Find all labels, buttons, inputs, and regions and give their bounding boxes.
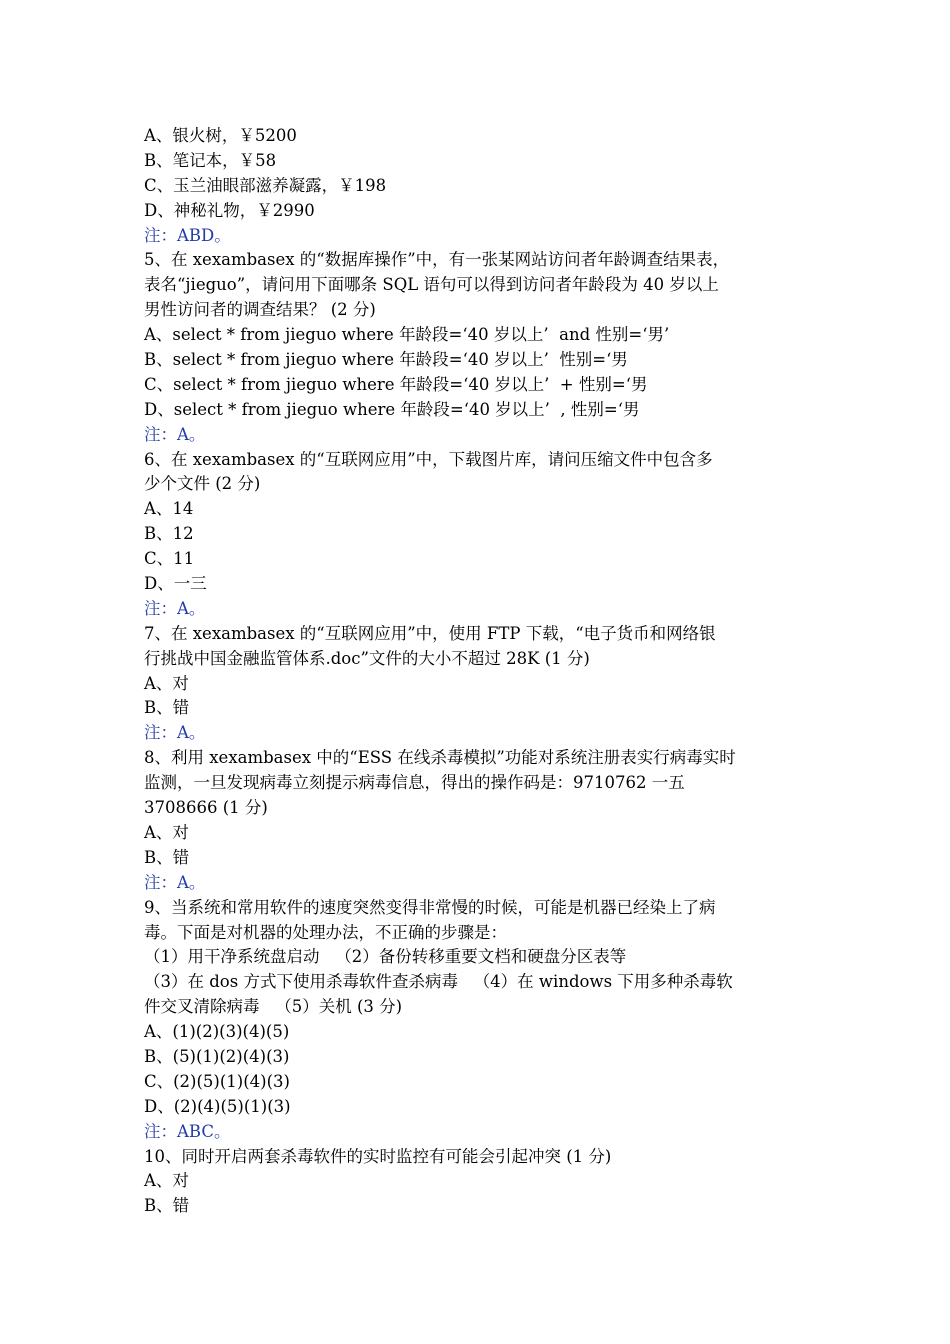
question-stem-line: 件交叉清除病毒 （5）关机 (3 分)	[144, 997, 403, 1017]
option-d: D、(2)(4)(5)(1)(3)	[144, 1096, 291, 1116]
answer-note: 注：A。	[144, 872, 206, 892]
option-d: D、神秘礼物，￥2990	[144, 200, 315, 220]
option-b: B、错	[144, 698, 190, 718]
option-d: D、一三	[144, 574, 207, 594]
option-d: D、select * from jieguo where 年龄段=‘40 岁以上’ , 性别=‘男	[144, 399, 640, 419]
answer-note: 注：A。	[144, 598, 206, 618]
option-b: B、笔记本，￥58	[144, 150, 277, 170]
question-stem-line: 10、同时开启两套杀毒软件的实时监控有可能会引起冲突 (1 分)	[144, 1146, 612, 1166]
question-stem-line: （1）用干净系统盘启动 （2）备份转移重要文档和硬盘分区表等	[144, 947, 627, 967]
question-stem-line: 6、在 xexambasex 的“互联网应用”中，下载图片库，请问压缩文件中包含多	[144, 449, 713, 469]
question-stem-line: 7、在 xexambasex 的“互联网应用”中，使用 FTP 下载，“电子货币和网络银	[144, 623, 716, 643]
option-b: B、select * from jieguo where 年龄段=‘40 岁以上’ 性别=‘男	[144, 350, 628, 370]
answer-note: 注：ABD。	[144, 225, 231, 245]
question-4	[144, 124, 820, 248]
option-a: A、对	[144, 822, 189, 842]
option-a: A、14	[144, 499, 194, 519]
answer-note: 注：A。	[144, 723, 206, 743]
option-a: A、对	[144, 1171, 189, 1191]
question-stem-line: 少个文件 (2 分)	[144, 474, 261, 494]
question-stem-line: 毒。下面是对机器的处理办法，不正确的步骤是：	[144, 922, 507, 942]
question-10	[144, 1145, 820, 1220]
question-stem-line: 行挑战中国金融监管体系.doc”文件的大小不超过 28K (1 分)	[144, 648, 590, 668]
option-a: A、对	[144, 673, 189, 693]
option-a: A、银火树，￥5200	[144, 126, 297, 145]
option-c: C、11	[144, 549, 195, 569]
option-b: B、(5)(1)(2)(4)(3)	[144, 1046, 290, 1066]
question-stem-line: 8、利用 xexambasex 中的“ESS 在线杀毒模拟”功能对系统注册表实行病毒实时	[144, 748, 736, 768]
option-b: B、12	[144, 524, 194, 544]
question-7	[144, 622, 820, 746]
answer-note: 注：ABC。	[144, 1121, 231, 1141]
question-stem-line: 监测，一旦发现病毒立刻提示病毒信息，得出的操作码是：9710762 一五	[144, 773, 685, 793]
question-stem-line: 男性访问者的调查结果？ (2 分)	[144, 300, 376, 320]
option-c: C、select * from jieguo where 年龄段=‘40 岁以上’ + 性别=‘男	[144, 374, 648, 394]
document-page	[144, 124, 820, 1219]
question-stem-line: 3708666 (1 分)	[144, 798, 268, 818]
question-stem-line: 5、在 xexambasex 的“数据库操作”中，有一张某网站访问者年龄调查结果表，	[144, 250, 730, 270]
question-6	[144, 448, 820, 622]
option-a: A、(1)(2)(3)(4)(5)	[144, 1022, 290, 1042]
question-stem-line: 9、当系统和常用软件的速度突然变得非常慢的时候，可能是机器已经染上了病	[144, 897, 716, 917]
question-5	[144, 248, 820, 447]
option-b: B、错	[144, 1196, 190, 1216]
question-8	[144, 746, 820, 895]
question-9	[144, 896, 820, 1145]
answer-note: 注：A。	[144, 424, 206, 444]
option-c: C、(2)(5)(1)(4)(3)	[144, 1071, 290, 1091]
option-c: C、玉兰油眼部滋养凝露，￥198	[144, 175, 387, 195]
question-stem-line: （3）在 dos 方式下使用杀毒软件查杀病毒 （4）在 windows 下用多种杀毒软	[144, 972, 733, 992]
question-stem-line: 表名“jieguo”，请问用下面哪条 SQL 语句可以得到访问者年龄段为 40 岁以上	[144, 275, 719, 295]
option-b: B、错	[144, 847, 190, 867]
option-a: A、select * from jieguo where 年龄段=‘40 岁以上’ and 性别=‘男’	[144, 325, 670, 345]
